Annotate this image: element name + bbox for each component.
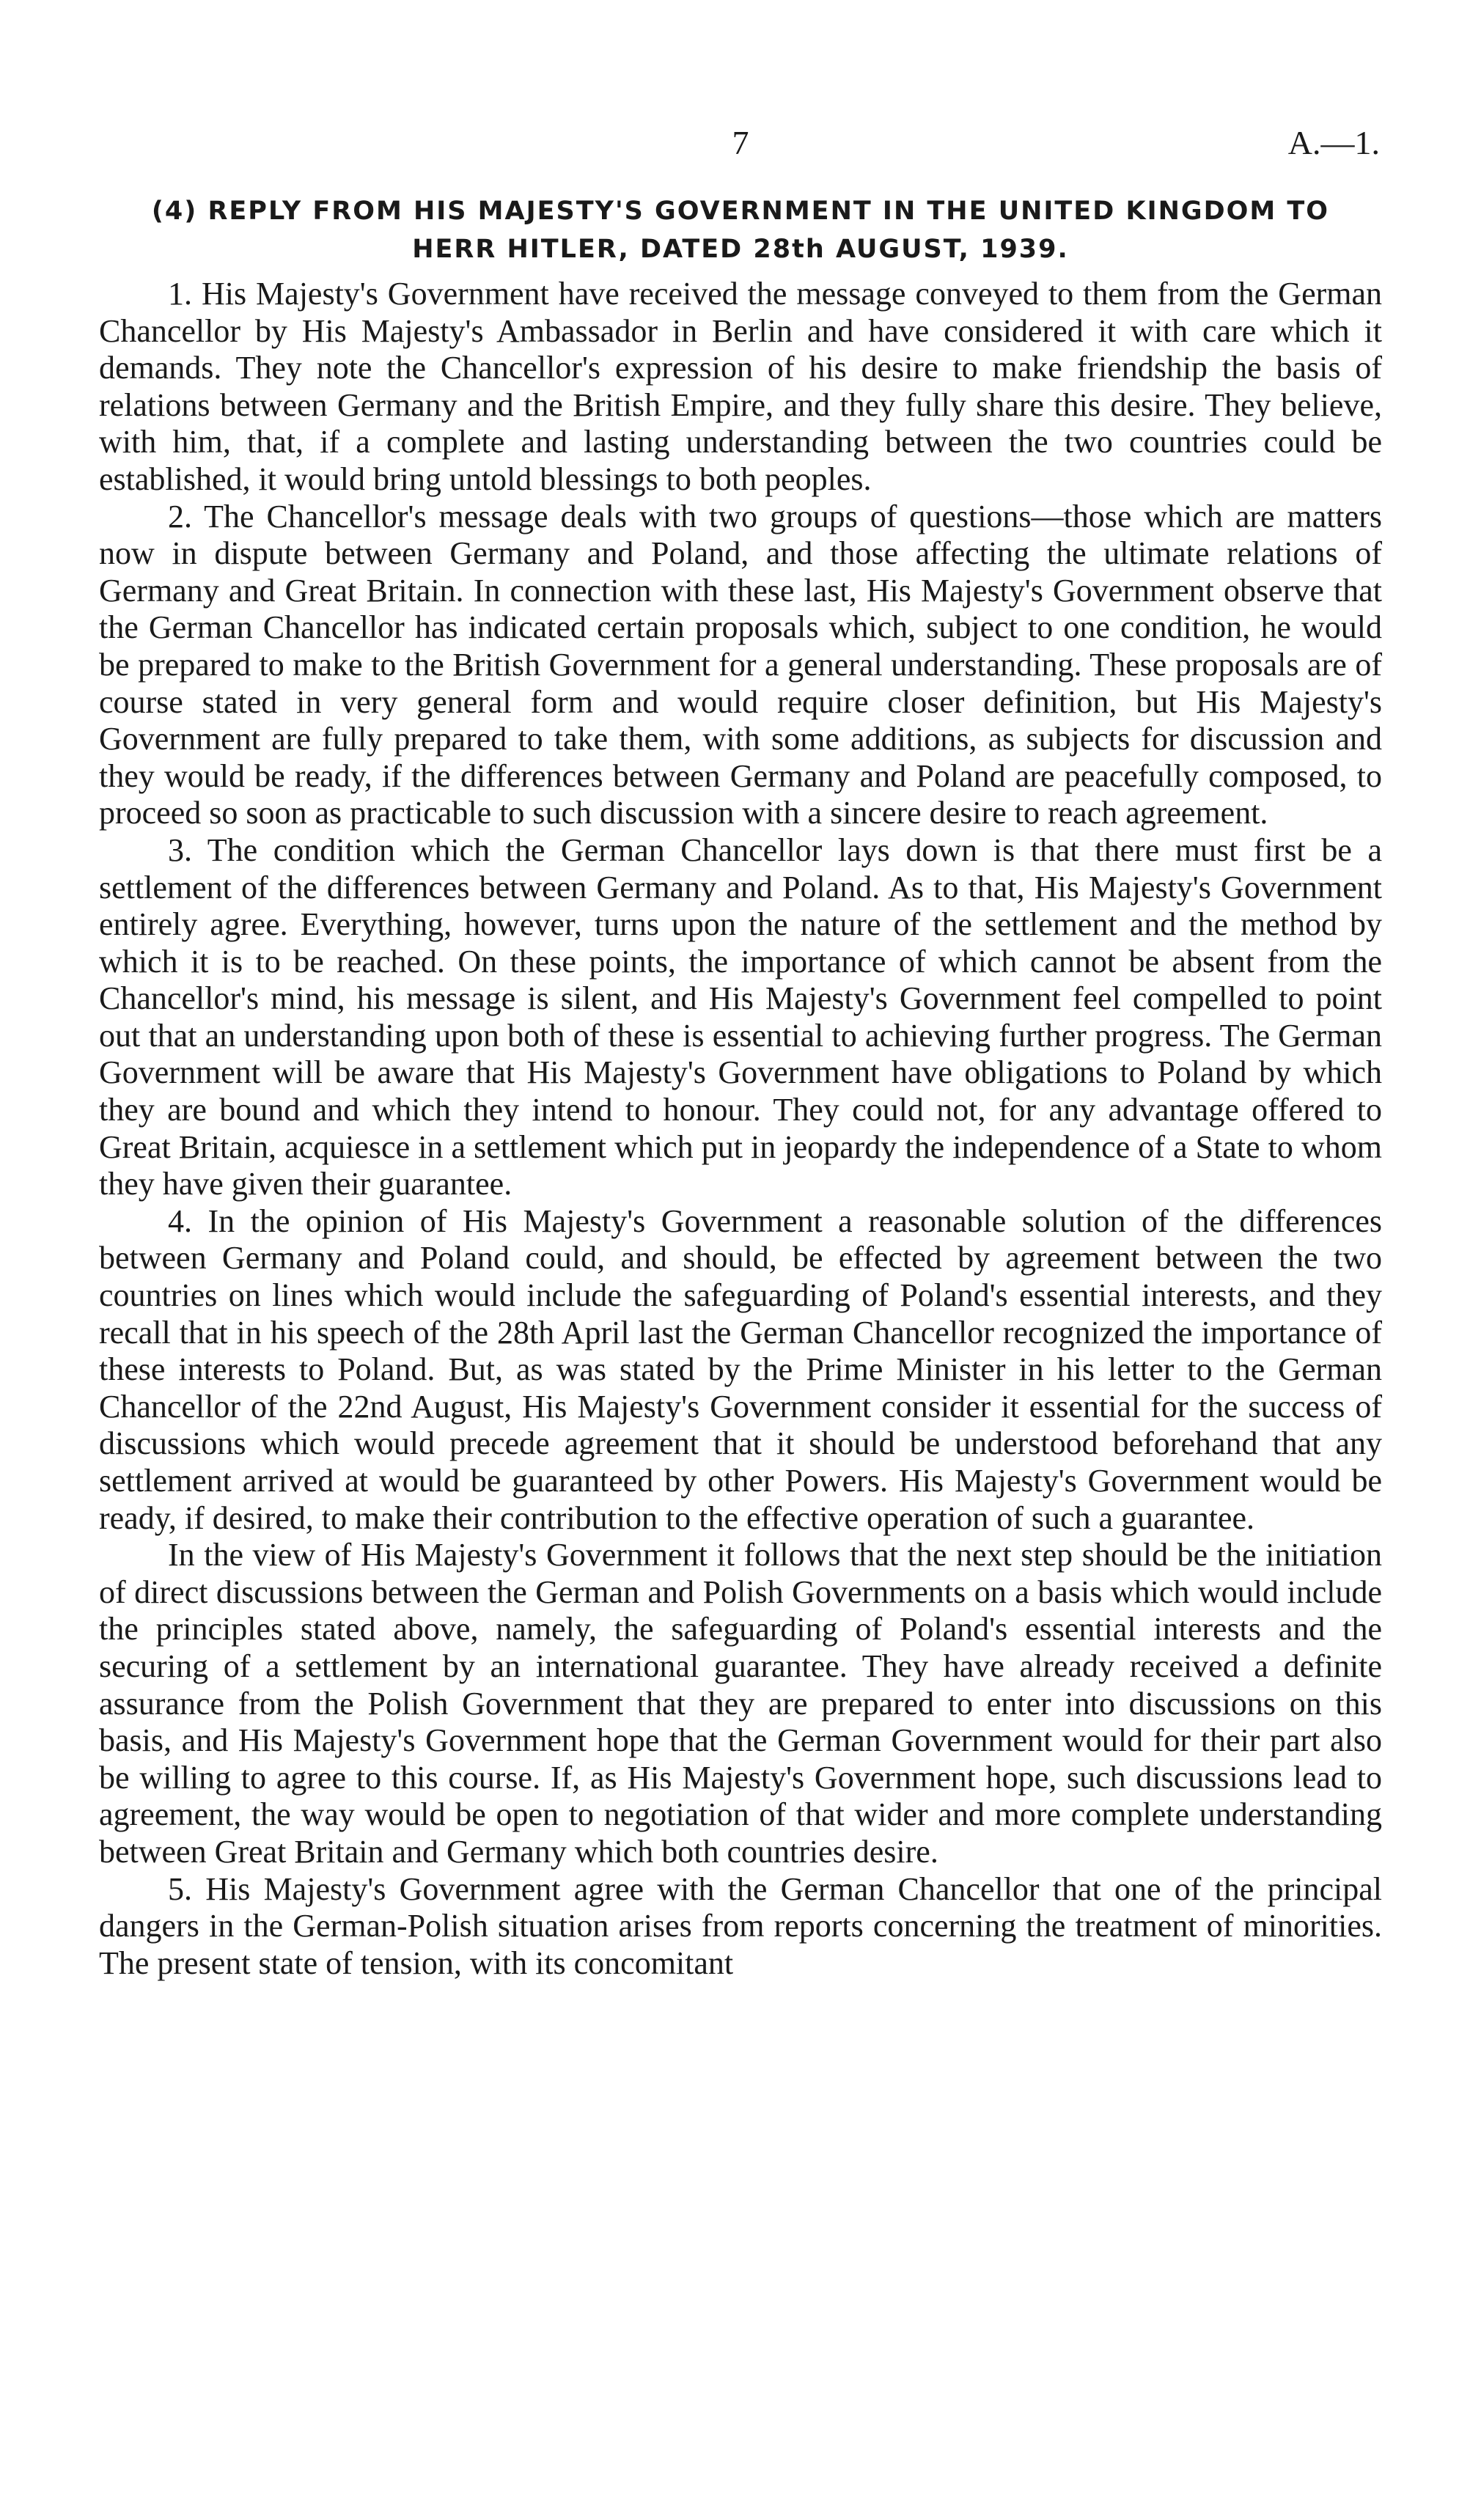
body-text	[99, 276, 1382, 1982]
document-reference: A.—1.	[1287, 124, 1380, 161]
heading-line-2: HERR HITLER, DATED 28th AUGUST, 1939.	[412, 235, 1069, 264]
paragraph-2: 2. The Chancellor's message deals with two groups of questions—those which are matters now in dispute between Germany and Poland, and those affecting the ultimate relations of Germany and Great Britain. In connection with these last, His Majesty's Government observe that the German Chancellor has indicated certain proposals which, subject to one condition, he would be prepared to make to the British Government for a general understanding. These proposals are of course stated in very general form and would require closer definition, but His Majesty's Government are fully prepared to take them, with some additions, as subjects for discussion and they would be ready, if the differences between Germany and Poland are peacefully composed, to proceed so soon as practicable to such discussion with a sincere desire to reach agreement.	[99, 498, 1382, 831]
heading-line-1: (4) REPLY FROM HIS MAJESTY'S GOVERNMENT IN THE UNITED KINGDOM TO	[151, 196, 1330, 226]
paragraph-4: 4. In the opinion of His Majesty's Government a reasonable solution of the differences between Germany and Poland could, and should, be effected by agreement between the two countries on lines which would include the safeguarding of Poland's essential interests, and they recall that in his speech of the 28th April last the German Chancellor recognized the importance of these interests to Poland. But, as was stated by the Prime Minister in his letter to the German Chancellor of the 22nd August, His Majesty's Government consider it essential for the success of discussions which would precede agreement that it should be understood beforehand that any settlement arrived at would be guaranteed by other Powers. His Majesty's Government would be ready, if desired, to make their contribution to the effective operation of such a guarantee.	[99, 1202, 1382, 1536]
paragraph-5: 5. His Majesty's Government agree with the German Chancellor that one of the principal dangers in the German-Polish situation arises from reports concerning the treatment of minorities. The present state of tension, with its concomitant	[99, 1870, 1382, 1981]
section-heading	[99, 192, 1382, 268]
paragraph-4-continued: In the view of His Majesty's Government it follows that the next step should be the initiation of direct discussions between the German and Polish Governments on a basis which would include the principles stated above, namely, the safeguarding of Poland's essential interests and the securing of a settlement by an international guarantee. They have already received a definite assurance from the Polish Government that they are prepared to enter into discussions on this basis, and His Majesty's Government hope that the German Government would for their part also be willing to agree to this course. If, as His Majesty's Government hope, such discussions lead to agreement, the way would be open to negotiation of that wider and more complete understanding between Great Britain and Germany which both countries desire.	[99, 1537, 1382, 1870]
page-number: 7	[732, 124, 749, 161]
paragraph-3: 3. The condition which the German Chancellor lays down is that there must first be a settlement of the differences between Germany and Poland. As to that, His Majesty's Government entirely agree. Everything, however, turns upon the nature of the settlement and the method by which it is to be reached. On these points, the importance of which cannot be absent from the Chancellor's mind, his message is silent, and His Majesty's Government feel compelled to point out that an understanding upon both of these is essential to achieving further progress. The German Government will be aware that His Majesty's Government have obligations to Poland by which they are bound and which they intend to honour. They could not, for any advantage offered to Great Britain, acquiesce in a settlement which put in jeopardy the independence of a State to whom they have given their guarantee.	[99, 831, 1382, 1202]
paragraph-1: 1. His Majesty's Government have received the message conveyed to them from the German Chancellor by His Majesty's Ambassador in Berlin and have considered it with care which it demands. They note the Chancellor's expression of his desire to make friendship the basis of relations between Germany and the British Empire, and they fully share this desire. They believe, with him, that, if a complete and lasting understanding between the two countries could be established, it would bring untold blessings to both peoples.	[99, 276, 1382, 497]
